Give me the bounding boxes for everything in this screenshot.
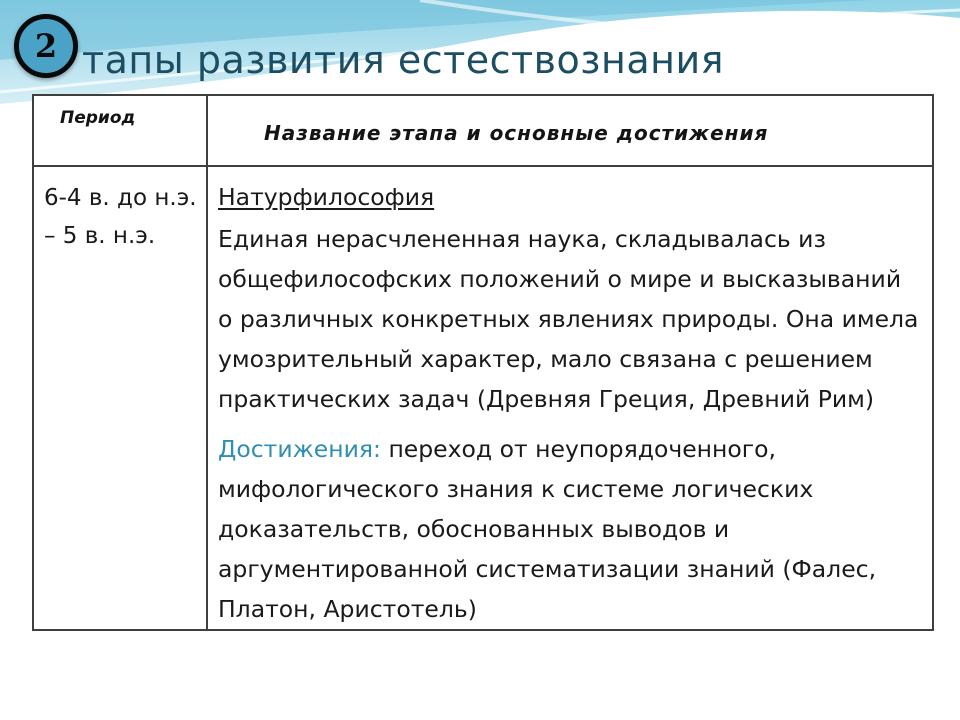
table-header-row <box>33 95 933 166</box>
stages-table <box>32 94 934 631</box>
stage-name: Натурфилософия <box>218 183 435 211</box>
header-stage: Название этапа и основные достижения <box>207 95 933 166</box>
badge-number: 2 <box>34 27 58 65</box>
stage-description: Единая нерасчлененная наука, складывалась из общефилософских положений о мире и высказываний о различных конкретных явлениях природы. Она имела умозрительный характер, мало связана с решением практических задач (Древняя Греция, Древний Рим) <box>218 225 919 413</box>
stages-table-container <box>32 94 934 720</box>
header-period: Период <box>33 95 207 166</box>
content-cell <box>207 166 933 630</box>
achievements-label: Достижения: <box>218 435 381 463</box>
achievements-text: переход от неупорядоченного, мифологического знания к системе логических доказательств, обоснованных выводов и аргументированной систематизации знаний (Фалес, Платон, Аристотель) <box>218 435 877 623</box>
achievements-block <box>218 429 922 629</box>
slide-number-badge <box>14 14 78 78</box>
slide-title: тапы развития естествознания <box>82 38 725 82</box>
period-cell: 6-4 в. до н.э. – 5 в. н.э. <box>33 166 207 630</box>
table-row <box>33 166 933 630</box>
